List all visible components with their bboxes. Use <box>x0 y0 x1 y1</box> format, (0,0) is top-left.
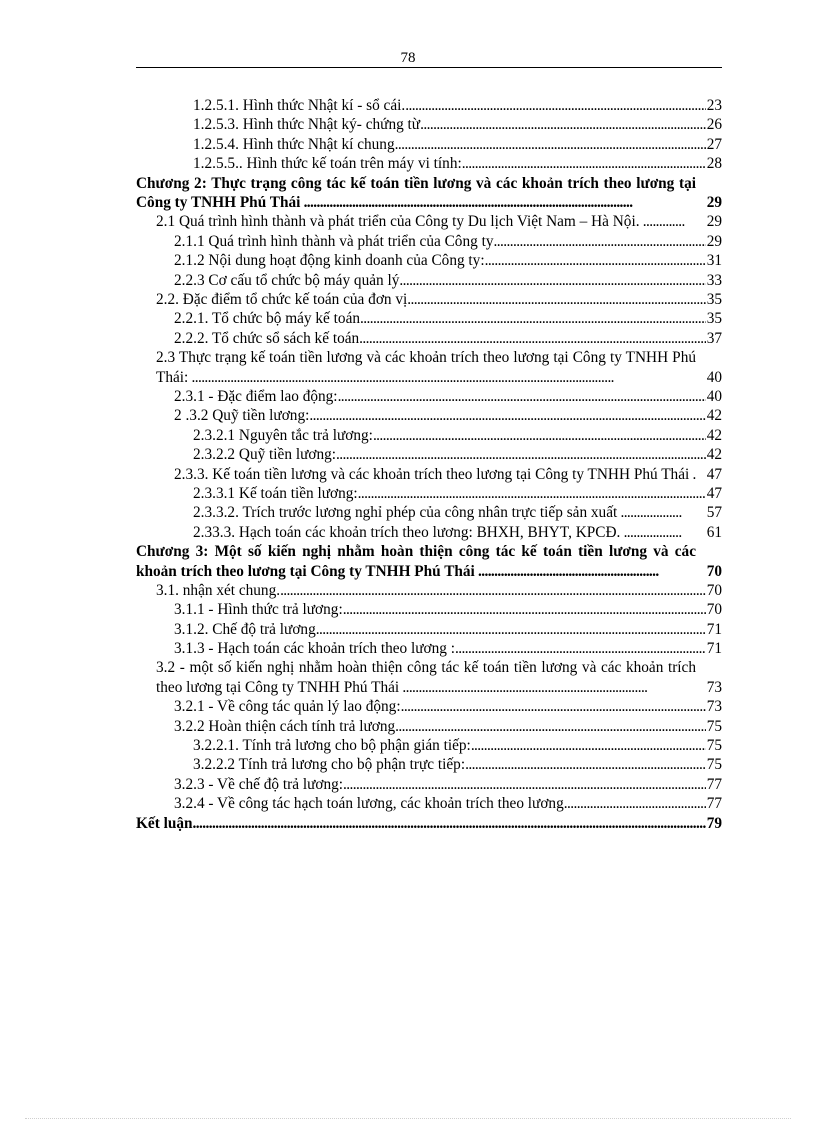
toc-entry <box>136 329 722 348</box>
toc-entry-title: 1.2.5.3. Hình thức Nhật ký- chứng từ <box>193 116 421 134</box>
toc-leader-dots: ...................................................................................................... <box>300 193 633 211</box>
toc-entry <box>136 115 722 134</box>
toc-entry-page: 31 <box>706 252 722 270</box>
toc-entry <box>136 387 722 406</box>
toc-leader-dots <box>401 697 706 716</box>
toc-entry-title: 2.2.3 Cơ cấu tổ chức bộ máy quản lý <box>174 271 400 289</box>
toc-entry <box>136 581 722 600</box>
toc-entry-page: 35 <box>706 310 722 328</box>
toc-entry <box>136 775 722 794</box>
toc-entry <box>136 290 722 309</box>
toc-entry-page: 40 <box>706 387 722 405</box>
toc-entry <box>136 271 722 290</box>
toc-entry-page: 70 <box>706 562 722 580</box>
toc-entry-title: 3.1.2. Chế độ trả lương <box>174 620 316 638</box>
toc-entry-body <box>136 174 722 213</box>
toc-entry-title: 2.3.3.2. Trích trước lương nghỉ phép của công nhân trực tiếp sản xuất <box>193 504 618 522</box>
toc-entry-page: 35 <box>706 290 722 308</box>
toc-entry <box>136 503 722 522</box>
toc-entry-title: 1.2.5.1. Hình thức Nhật kí - sổ cái. <box>193 96 406 114</box>
toc-entry-page: 75 <box>706 737 722 755</box>
toc-entry-body <box>136 542 722 581</box>
toc-entry-body <box>156 348 722 387</box>
toc-entry-title: 3.2 - một số kiến nghị nhằm hoàn thiện công tác kế toán tiền lương và các khoản trích theo lương tại Công ty TNHH Phú Thái <box>156 659 696 696</box>
toc-entry <box>136 96 722 115</box>
toc-leader-dots <box>564 794 706 813</box>
toc-leader-dots <box>360 309 706 328</box>
toc-leader-dots: .................. <box>620 523 682 541</box>
toc-entry-title: Chương 3: Một số kiến nghị nhằm hoàn thiện công tác kế toán tiền lương và các khoản trích theo lương tại Công ty TNHH Phú Thái <box>136 543 696 580</box>
toc-leader-dots <box>343 600 706 619</box>
toc-entry <box>136 600 722 619</box>
toc-entry <box>136 212 722 231</box>
toc-entry-title: 2.2.2. Tổ chức sổ sách kế toán <box>174 329 360 347</box>
toc-entry <box>136 154 722 173</box>
toc-entry-page: 42 <box>706 446 722 464</box>
toc-entry <box>136 639 722 658</box>
toc-entry-title: 2.3.2.2 Quỹ tiền lương: <box>193 446 336 464</box>
toc-entry-page: 23 <box>706 96 722 114</box>
toc-entry-page: 26 <box>706 116 722 134</box>
toc-entry-title: 2.1.1 Quá trình hình thành và phát triển của Công ty <box>174 232 494 250</box>
toc-entry-title: 2.1 Quá trình hình thành và phát triển của Công ty Du lịch Việt Nam – Hà Nội. <box>156 213 640 231</box>
toc-entry-title: 2.2. Đặc điểm tổ chức kế toán của đơn vị <box>156 290 408 308</box>
toc-entry <box>136 736 722 755</box>
toc-entry-page: 61 <box>706 523 722 541</box>
toc-entry-body <box>193 503 722 522</box>
toc-leader-dots: ........................................................ <box>474 562 659 580</box>
toc-entry <box>136 135 722 154</box>
toc-entry-page: 47 <box>706 465 722 483</box>
toc-entry-title: 3.2.4 - Về công tác hạch toán lương, các khoản trích theo lương <box>174 795 564 813</box>
toc-entry <box>136 445 722 464</box>
toc-entry-title: Kết luận <box>136 814 193 832</box>
toc-entry-title: 3.2.2 Hoàn thiện cách tính trả lương <box>174 717 396 735</box>
toc-leader-dots <box>485 251 706 270</box>
toc-entry-title: 3.1.1 - Hình thức trả lương: <box>174 601 343 619</box>
toc-entry-page: 57 <box>706 504 722 522</box>
toc-leader-dots: ............. <box>639 213 685 231</box>
toc-entry-page: 27 <box>706 135 722 153</box>
toc-entry-title: 2 .3.2 Quỹ tiền lương: <box>174 407 310 425</box>
toc-leader-dots <box>336 445 706 464</box>
toc-entry-title: 3.1.3 - Hạch toán các khoản trích theo lương : <box>174 640 456 658</box>
toc-entry-body <box>174 465 722 484</box>
toc-leader-dots <box>462 154 706 173</box>
toc-entry <box>136 794 722 813</box>
toc-leader-dots <box>405 96 705 115</box>
toc-leader-dots <box>493 232 705 251</box>
toc-leader-dots <box>316 620 706 639</box>
toc-entry-title: 2.3.1 - Đặc điểm lao động: <box>174 387 338 405</box>
toc-entry-page: 71 <box>706 620 722 638</box>
toc-entry-title: 2.1.2 Nội dung hoạt động kinh doanh của Công ty: <box>174 252 485 270</box>
toc-entry-page: 37 <box>706 329 722 347</box>
toc-entry-page: 71 <box>706 640 722 658</box>
toc-leader-dots <box>193 814 706 833</box>
toc-entry-title: 2.3.3.1 Kế toán tiền lương: <box>193 484 358 502</box>
toc-entry-title: 1.2.5.5.. Hình thức kế toán trên máy vi tính: <box>193 155 462 173</box>
toc-entry-page: 79 <box>706 814 722 832</box>
toc-entry <box>136 484 722 503</box>
toc-entry-title: 2.3 Thực trạng kế toán tiền lương và các khoản trích theo lương tại Công ty TNHH Phú Thái: <box>156 349 696 386</box>
toc-leader-dots <box>407 290 705 309</box>
toc-entry-body <box>156 212 722 231</box>
page-bottom-border <box>25 1118 791 1119</box>
toc-entry <box>136 620 722 639</box>
toc-entry-title: 1.2.5.4. Hình thức Nhật kí chung <box>193 135 395 153</box>
toc-leader-dots <box>455 639 706 658</box>
toc-entry <box>136 755 722 774</box>
toc-entry <box>136 697 722 716</box>
toc-leader-dots: ............................................................................ <box>399 678 648 696</box>
toc-entry-page: 73 <box>706 678 722 696</box>
toc-entry-page: 77 <box>706 795 722 813</box>
toc-entry <box>136 174 722 213</box>
toc-entry-title: 3.2.1 - Về công tác quản lý lao động: <box>174 698 401 716</box>
toc-leader-dots <box>309 406 705 425</box>
toc-entry-title: 3.2.2.2 Tính trả lương cho bộ phận trực tiếp: <box>193 756 466 774</box>
toc-entry-body <box>156 658 722 697</box>
toc-entry-page: 77 <box>706 775 722 793</box>
toc-entry-page: 70 <box>706 601 722 619</box>
toc-leader-dots <box>395 717 706 736</box>
toc-entry <box>136 542 722 581</box>
toc-entry-title: 3.1. nhận xét chung. <box>156 581 281 599</box>
toc-entry-page: 75 <box>706 756 722 774</box>
toc-entry <box>136 465 722 484</box>
toc-entry <box>136 658 722 697</box>
toc-leader-dots: ................................................................................................................................... <box>188 368 614 386</box>
toc-entry-page: 29 <box>706 193 722 211</box>
toc-entry-title: 2.2.1. Tổ chức bộ máy kế toán <box>174 310 361 328</box>
toc-entry <box>136 523 722 542</box>
page-number: 78 <box>400 50 416 66</box>
toc-entry-body <box>193 523 722 542</box>
table-of-contents <box>136 96 722 833</box>
toc-entry <box>136 251 722 270</box>
toc-leader-dots <box>471 736 706 755</box>
toc-entry-title: 3.2.2.1. Tính trả lương cho bộ phận gián tiếp: <box>193 737 471 755</box>
toc-entry <box>136 406 722 425</box>
toc-leader-dots <box>395 135 706 154</box>
toc-entry-page: 29 <box>706 232 722 250</box>
toc-leader-dots <box>399 271 705 290</box>
toc-entry-page: 73 <box>706 698 722 716</box>
toc-leader-dots <box>358 484 706 503</box>
toc-entry-title: 2.33.3. Hạch toán các khoản trích theo lương: BHXH, BHYT, KPCĐ. <box>193 523 621 541</box>
toc-leader-dots <box>420 115 706 134</box>
toc-leader-dots <box>280 581 706 600</box>
toc-leader-dots <box>465 755 706 774</box>
toc-leader-dots: . <box>689 465 696 483</box>
toc-leader-dots <box>373 426 706 445</box>
toc-leader-dots <box>359 329 706 348</box>
toc-entry <box>136 717 722 736</box>
toc-entry <box>136 309 722 328</box>
toc-entry <box>136 426 722 445</box>
toc-entry-title: Chương 2: Thực trạng công tác kế toán tiền lương và các khoản trích theo lương tại Công ty TNHH Phú Thái <box>136 174 696 211</box>
toc-entry-page: 40 <box>706 368 722 386</box>
toc-entry-page: 70 <box>706 581 722 599</box>
toc-entry-title: 2.3.3. Kế toán tiền lương và các khoản trích theo lương tại Công ty TNHH Phú Thái <box>174 465 690 483</box>
toc-entry-page: 29 <box>706 213 722 231</box>
toc-leader-dots <box>343 775 706 794</box>
toc-entry-page: 28 <box>706 155 722 173</box>
toc-leader-dots <box>338 387 706 406</box>
toc-entry-page: 42 <box>706 426 722 444</box>
toc-entry <box>136 348 722 387</box>
toc-entry-page: 33 <box>706 271 722 289</box>
toc-entry <box>136 232 722 251</box>
toc-entry-title: 2.3.2.1 Nguyên tắc trả lương: <box>193 426 373 444</box>
toc-entry <box>136 814 722 833</box>
toc-entry-title: 3.2.3 - Về chế độ trả lương: <box>174 775 344 793</box>
toc-entry-page: 47 <box>706 484 722 502</box>
toc-entry-page: 42 <box>706 407 722 425</box>
toc-leader-dots: ................... <box>617 504 682 522</box>
toc-entry-page: 75 <box>706 717 722 735</box>
header-rule <box>136 67 722 68</box>
